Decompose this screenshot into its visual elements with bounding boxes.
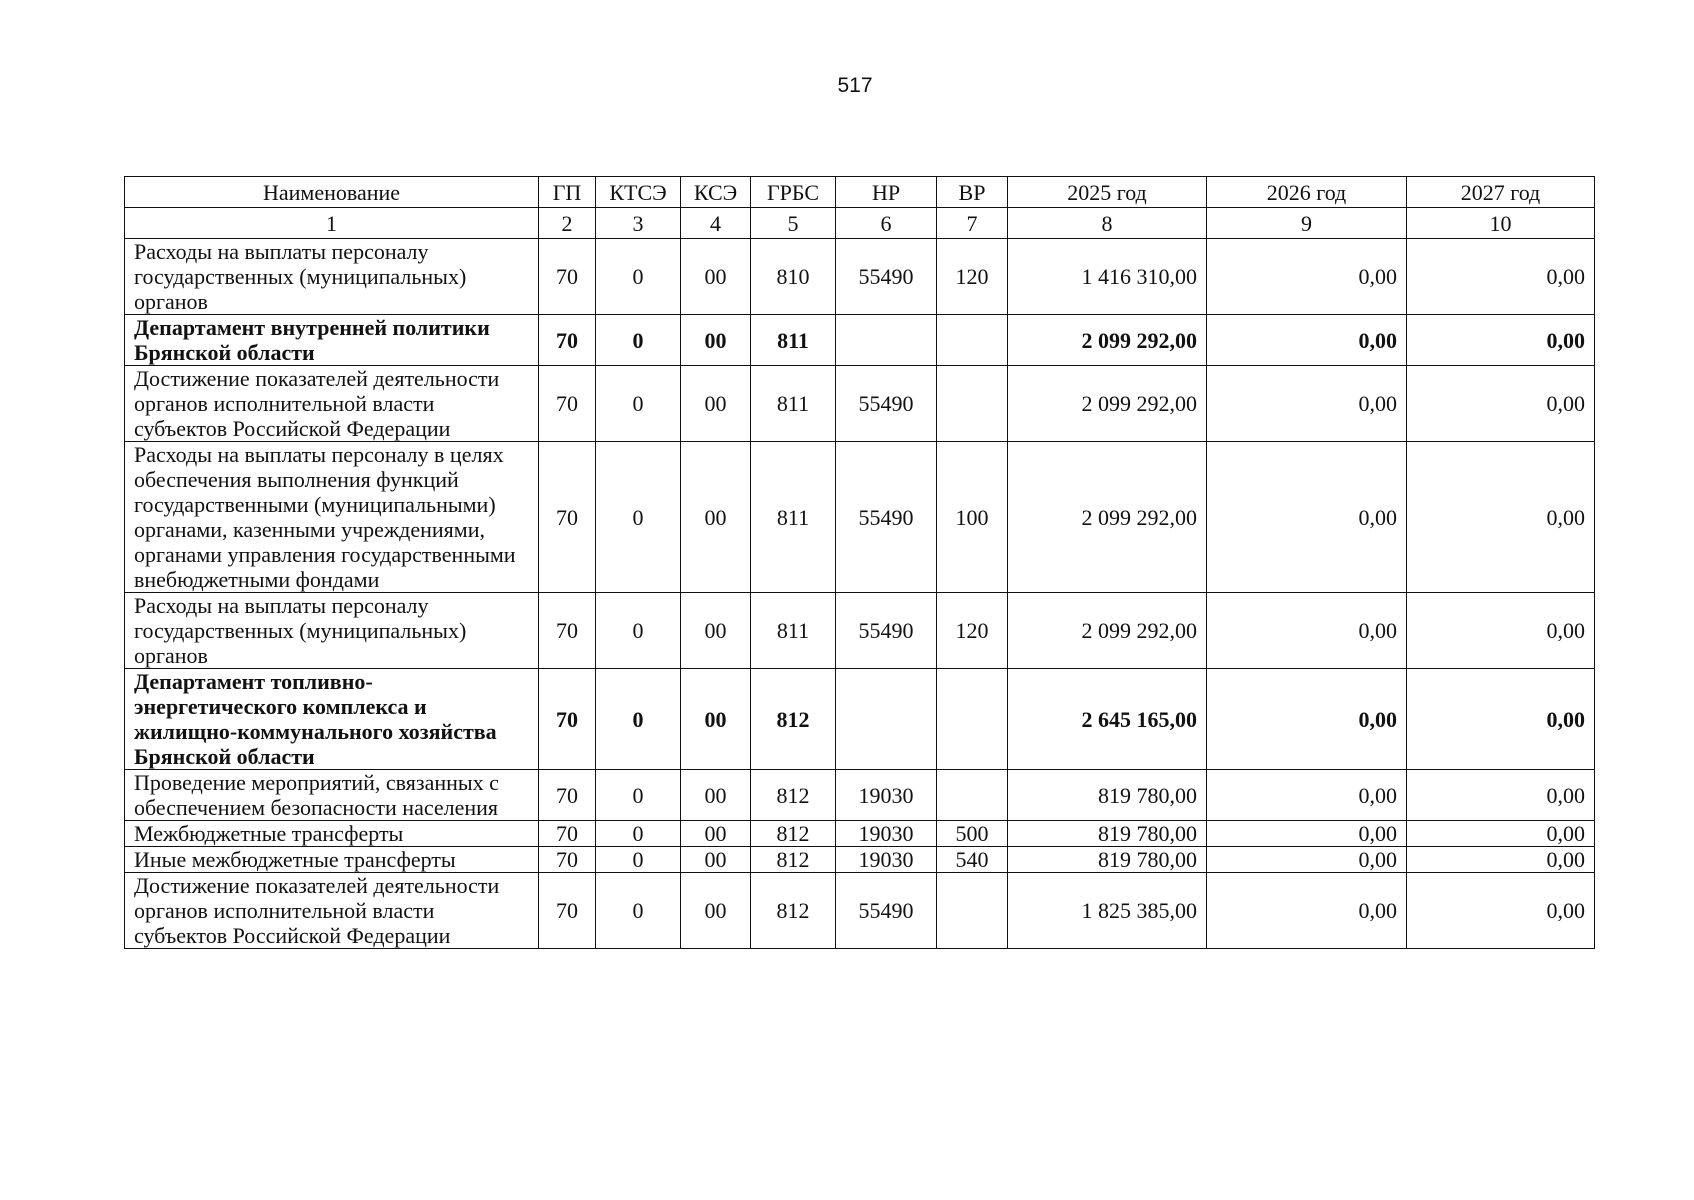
cell-2026: 0,00 [1207,239,1407,315]
cell-nr: 19030 [836,821,937,847]
cell-2026: 0,00 [1207,315,1407,366]
cell-kse: 00 [681,593,751,669]
cell-ktse: 0 [596,873,681,949]
cell-ktse: 0 [596,821,681,847]
cell-2026: 0,00 [1207,847,1407,873]
col-number: 6 [836,208,937,239]
cell-2027: 0,00 [1407,239,1595,315]
col-number: 5 [751,208,836,239]
col-header-ktse: КТСЭ [596,177,681,208]
table-body [125,239,1595,949]
cell-name: Расходы на выплаты персоналу в целях обеспечения выполнения функций государственными (муниципальными) органами, казенными учреждениями, органами управления государственными внебюджетными фондами [125,442,539,593]
cell-vr: 120 [937,239,1008,315]
column-number-row [125,208,1595,239]
col-number: 3 [596,208,681,239]
table-row [125,873,1595,949]
cell-grbs: 812 [751,770,836,821]
col-number: 1 [125,208,539,239]
cell-name: Расходы на выплаты персоналу государственных (муниципальных) органов [125,239,539,315]
cell-2025: 1 416 310,00 [1008,239,1207,315]
cell-name: Достижение показателей деятельности органов исполнительной власти субъектов Российской Федерации [125,366,539,442]
cell-gp: 70 [539,442,596,593]
table-row-department [125,669,1595,770]
page-number: 517 [837,74,873,97]
cell-ktse: 0 [596,669,681,770]
col-header-grbs: ГРБС [751,177,836,208]
cell-gp: 70 [539,315,596,366]
cell-grbs: 812 [751,821,836,847]
cell-2025: 2 099 292,00 [1008,315,1207,366]
cell-nr [836,315,937,366]
cell-name: Департамент внутренней политики Брянской области [125,315,539,366]
cell-kse: 00 [681,239,751,315]
cell-nr: 55490 [836,593,937,669]
cell-nr: 55490 [836,442,937,593]
cell-ktse: 0 [596,366,681,442]
cell-vr [937,669,1008,770]
cell-name: Иные межбюджетные трансферты [125,847,539,873]
col-number: 7 [937,208,1008,239]
cell-ktse: 0 [596,315,681,366]
cell-nr: 55490 [836,239,937,315]
cell-gp: 70 [539,873,596,949]
cell-vr: 540 [937,847,1008,873]
cell-2027: 0,00 [1407,442,1595,593]
cell-ktse: 0 [596,847,681,873]
cell-ktse: 0 [596,442,681,593]
cell-grbs: 811 [751,366,836,442]
table-row [125,593,1595,669]
cell-gp: 70 [539,669,596,770]
cell-2027: 0,00 [1407,821,1595,847]
col-header-gp: ГП [539,177,596,208]
cell-kse: 00 [681,442,751,593]
col-header-vr: ВР [937,177,1008,208]
cell-grbs: 810 [751,239,836,315]
cell-2025: 2 645 165,00 [1008,669,1207,770]
cell-2025: 1 825 385,00 [1008,873,1207,949]
col-header-2026: 2026 год [1207,177,1407,208]
cell-2025: 819 780,00 [1008,821,1207,847]
cell-2027: 0,00 [1407,770,1595,821]
cell-vr [937,315,1008,366]
cell-gp: 70 [539,821,596,847]
cell-gp: 70 [539,239,596,315]
cell-2026: 0,00 [1207,821,1407,847]
header-row [125,177,1595,208]
cell-ktse: 0 [596,593,681,669]
cell-vr: 500 [937,821,1008,847]
col-number: 8 [1008,208,1207,239]
cell-ktse: 0 [596,770,681,821]
cell-2025: 819 780,00 [1008,770,1207,821]
cell-gp: 70 [539,366,596,442]
cell-2026: 0,00 [1207,669,1407,770]
col-header-nr: НР [836,177,937,208]
cell-vr [937,873,1008,949]
table-row [125,847,1595,873]
cell-kse: 00 [681,770,751,821]
col-number: 4 [681,208,751,239]
cell-2026: 0,00 [1207,366,1407,442]
cell-kse: 00 [681,821,751,847]
cell-grbs: 812 [751,873,836,949]
cell-2027: 0,00 [1407,669,1595,770]
cell-kse: 00 [681,847,751,873]
col-header-2027: 2027 год [1407,177,1595,208]
cell-grbs: 811 [751,442,836,593]
cell-nr: 19030 [836,770,937,821]
cell-grbs: 812 [751,847,836,873]
cell-name: Проведение мероприятий, связанных с обеспечением безопасности населения [125,770,539,821]
cell-nr [836,669,937,770]
col-number: 9 [1207,208,1407,239]
cell-grbs: 811 [751,593,836,669]
cell-ktse: 0 [596,239,681,315]
cell-grbs: 812 [751,669,836,770]
cell-nr: 19030 [836,847,937,873]
cell-2027: 0,00 [1407,593,1595,669]
col-header-kse: КСЭ [681,177,751,208]
cell-nr: 55490 [836,873,937,949]
cell-2025: 2 099 292,00 [1008,442,1207,593]
cell-2026: 0,00 [1207,593,1407,669]
table-row [125,770,1595,821]
cell-gp: 70 [539,847,596,873]
budget-table [124,176,1595,949]
cell-2026: 0,00 [1207,770,1407,821]
table-row [125,442,1595,593]
table-row [125,821,1595,847]
col-header-name: Наименование [125,177,539,208]
cell-2027: 0,00 [1407,315,1595,366]
cell-vr: 100 [937,442,1008,593]
cell-2025: 819 780,00 [1008,847,1207,873]
cell-name: Расходы на выплаты персоналу государственных (муниципальных) органов [125,593,539,669]
col-header-2025: 2025 год [1008,177,1207,208]
cell-kse: 00 [681,315,751,366]
cell-gp: 70 [539,593,596,669]
cell-name: Достижение показателей деятельности органов исполнительной власти субъектов Российской Федерации [125,873,539,949]
cell-2027: 0,00 [1407,366,1595,442]
cell-2025: 2 099 292,00 [1008,366,1207,442]
table-row-department [125,315,1595,366]
cell-vr: 120 [937,593,1008,669]
cell-grbs: 811 [751,315,836,366]
table-row [125,239,1595,315]
cell-name: Межбюджетные трансферты [125,821,539,847]
cell-kse: 00 [681,366,751,442]
cell-2027: 0,00 [1407,847,1595,873]
col-number: 2 [539,208,596,239]
cell-vr [937,366,1008,442]
col-number: 10 [1407,208,1595,239]
cell-2025: 2 099 292,00 [1008,593,1207,669]
cell-2026: 0,00 [1207,873,1407,949]
cell-kse: 00 [681,873,751,949]
cell-name: Департамент топливно-энергетического комплекса и жилищно-коммунального хозяйства Брянской области [125,669,539,770]
cell-2026: 0,00 [1207,442,1407,593]
cell-nr: 55490 [836,366,937,442]
cell-gp: 70 [539,770,596,821]
cell-2027: 0,00 [1407,873,1595,949]
table-row [125,366,1595,442]
cell-kse: 00 [681,669,751,770]
cell-vr [937,770,1008,821]
